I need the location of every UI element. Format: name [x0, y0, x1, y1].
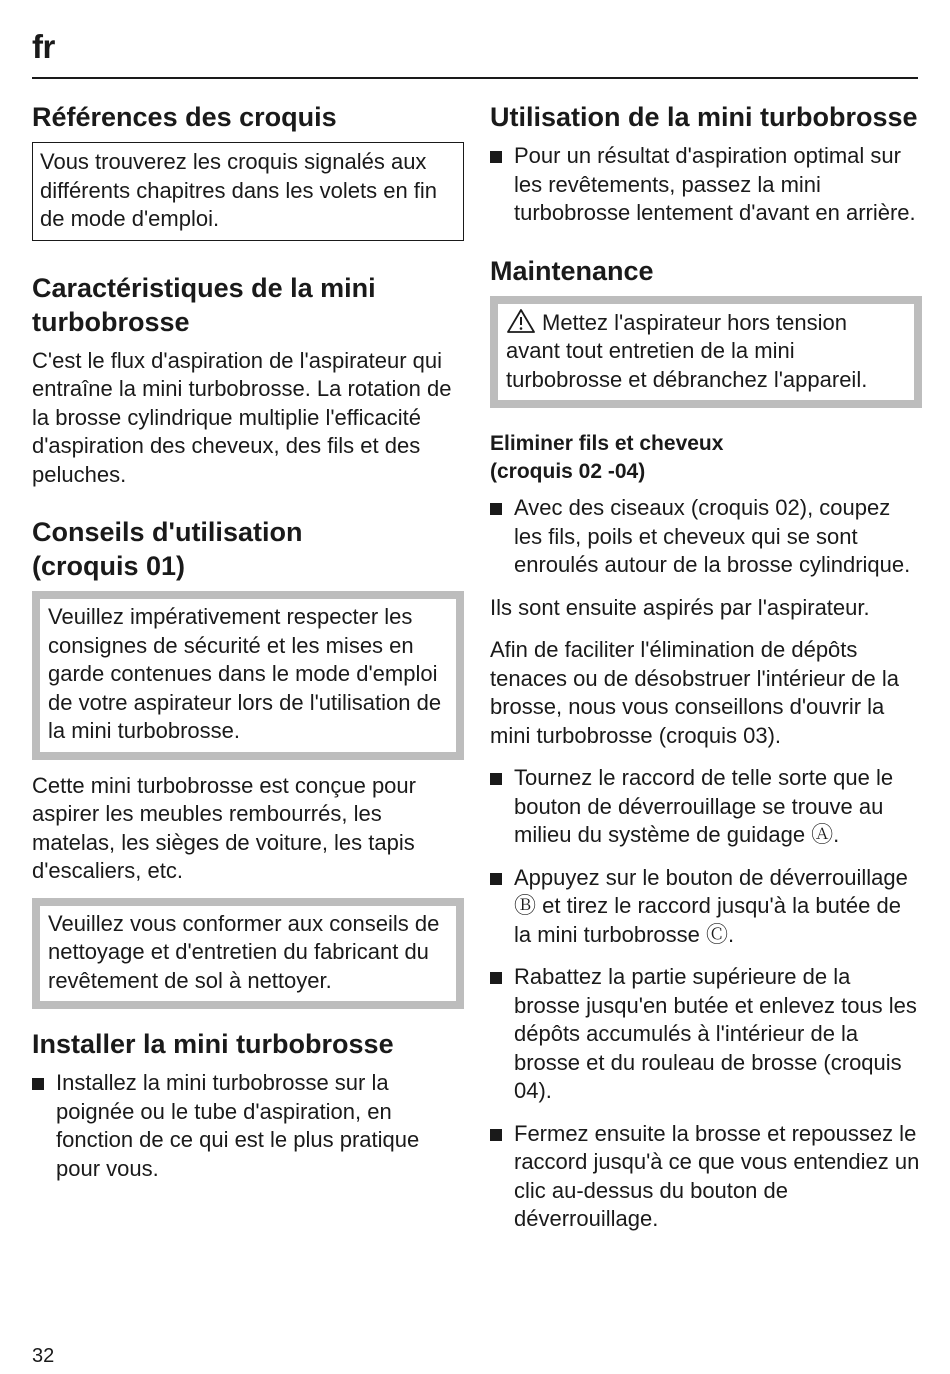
remove-threads-text-1: Ils sont ensuite aspirés par l'aspirateur.: [490, 594, 870, 620]
heading-remove-threads: Eliminer fils et cheveux (croquis 02 -04): [490, 432, 724, 483]
list-item: Rabattez la partie supérieure de la brosse jusqu'en butée et enlevez tous les dépôts accumulés à l'intérieur de la brosse et du rouleau de brosse (croquis 04).: [490, 963, 922, 1106]
heading-use: Utilisation de la mini turbobrosse: [490, 102, 918, 132]
references-note-box: [32, 142, 464, 241]
header-rule: [32, 77, 918, 79]
characteristics-text: C'est le flux d'aspiration de l'aspirateur qui entraîne la mini turbobrosse. La rotation de la brosse cylindrique multiplie l'efficacité d'aspiration des cheveux, des fils et des peluches.: [32, 347, 452, 487]
heading-maintenance: Maintenance: [490, 255, 654, 286]
left-column: [32, 100, 464, 1183]
list-item: Fermez ensuite la brosse et repoussez le raccord jusqu'à ce que vous entendiez un clic au-dessus du bouton de déverrouillage.: [490, 1120, 922, 1234]
maintenance-warning-box: [490, 296, 922, 409]
list-item: Appuyez sur le bouton de déverrouillage Ⓑ et tirez le raccord jusqu'à la butée de la mini turbobrosse Ⓒ.: [490, 864, 922, 950]
safety-note-box: [32, 591, 464, 760]
remove-threads-text-2: Afin de faciliter l'élimination de dépôts tenaces ou de désobstruer l'intérieur de la brosse, nous vous conseillons d'ouvrir la mini turbobrosse (croquis 03).: [490, 637, 900, 748]
install-list: [32, 1069, 464, 1183]
list-item: Installez la mini turbobrosse sur la poignée ou le tube d'aspiration, en fonction de ce qui est le plus pratique pour vous.: [32, 1069, 464, 1183]
list-item: Tournez le raccord de telle sorte que le bouton de déverrouillage se trouve au milieu du système de guidage Ⓐ.: [490, 764, 922, 850]
use-list: [490, 142, 922, 228]
page-number: 32: [32, 1345, 55, 1367]
right-column: [490, 100, 922, 1234]
remove-threads-list: [490, 494, 922, 580]
maintenance-warning: [506, 308, 906, 395]
usage-text: Cette mini turbobrosse est conçue pour aspirer les meubles rembourrés, les matelas, les sièges de voiture, les tapis d'escaliers, etc.: [32, 772, 416, 883]
heading-references: Références des croquis: [32, 102, 337, 132]
maintenance-warning-text: Mettez l'aspirateur hors tension avant tout entretien de la mini turbobrosse et débranchez l'appareil.: [506, 309, 868, 392]
manufacturer-note-box: [32, 898, 464, 1010]
open-brush-steps: [490, 764, 922, 1234]
heading-usage-tips: Conseils d'utilisation (croquis 01): [32, 517, 303, 581]
warning-triangle-icon: [506, 308, 536, 334]
heading-characteristics: Caractéristiques de la mini turbobrosse: [32, 272, 376, 337]
manufacturer-note: Veuillez vous conformer aux conseils de nettoyage et d'entretien du fabricant du revêtement de sol à nettoyer.: [48, 910, 440, 993]
language-label: fr: [32, 28, 55, 65]
list-item: Avec des ciseaux (croquis 02), coupez les fils, poils et cheveux qui se sont enroulés autour de la brosse cylindrique.: [490, 494, 922, 580]
list-item: Pour un résultat d'aspiration optimal sur les revêtements, passez la mini turbobrosse lentement d'avant en arrière.: [490, 142, 922, 228]
heading-install: Installer la mini turbobrosse: [32, 1029, 394, 1059]
references-note: Vous trouverez les croquis signalés aux différents chapitres dans les volets en fin de mode d'emploi.: [40, 149, 438, 231]
safety-note: Veuillez impérativement respecter les consignes de sécurité et les mises en garde contenues dans le mode d'emploi de votre aspirateur lors de l'utilisation de la mini turbobrosse.: [48, 604, 442, 743]
